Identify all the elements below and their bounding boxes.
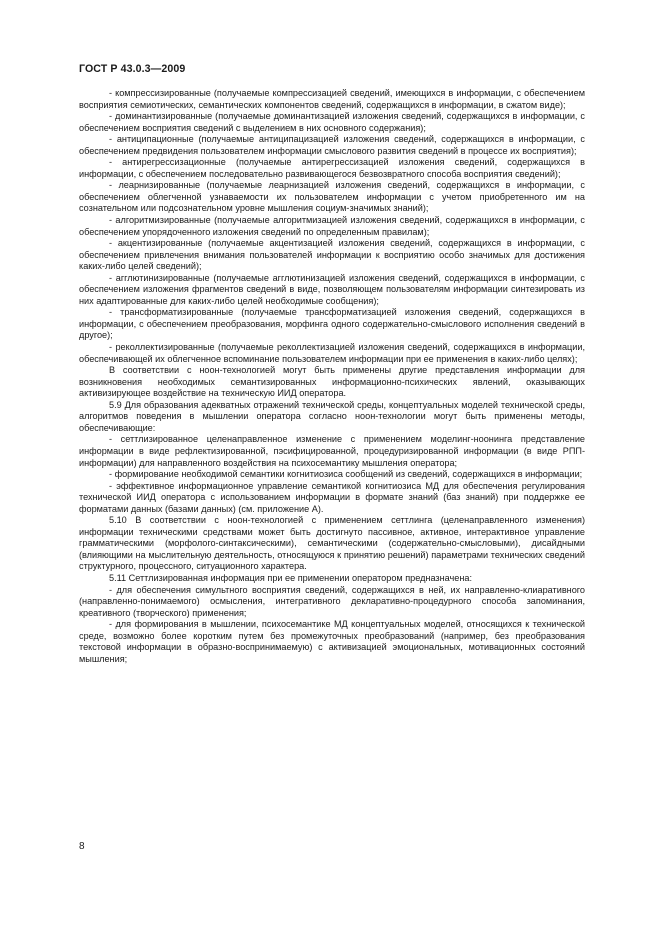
paragraph: - трансформатизированные (получаемые трансформатизацией изложения сведений, содержащихся в информации, с обеспечением преобразования, морфинга одного содержательно-смыслового исполнения сведений в другое); xyxy=(79,307,585,341)
paragraph: - для формирования в мышлении, психосемантике МД концептуальных моделей, относящихся к технической среде, возможно более коротким путем без промежуточных преобразований (например, без преобразования текстовой информации в образно-воспринимаемую) с активизацией эмоциональных, мотивационных состояний мышления; xyxy=(79,619,585,664)
paragraph: - компрессизированные (получаемые компрессизацией сведений, имеющихся в информации, с обеспечением восприятия семиотических, семантических компонентов сведений, содержащихся в информации, в сжатом виде); xyxy=(79,88,585,110)
paragraph: 5.11 Сеттлизированная информация при ее применении оператором предназначена: xyxy=(109,572,473,583)
paragraph: - леарнизированные (получаемые леарнизацией изложения сведений, содержащихся в информации, с обеспечением облегченной узнаваемости их пользователем информации с учетом приобретенного им на сознательном или подсознательном уровне мышления социум-значимых знаний); xyxy=(79,180,585,214)
document-body xyxy=(79,88,585,665)
paragraph: - формирование необходимой семантики когнитиозиса сообщений из сведений, содержащихся в информации; xyxy=(109,469,583,480)
paragraph: - доминантизированные (получаемые доминантизацией изложения сведений, содержащихся в информации, с обеспечением восприятия сведений с выделением в них основного содержания); xyxy=(79,111,585,133)
paragraph: - агглютинизированные (получаемые агглютинизацией изложения сведений, содержащихся в информации, с обеспечением изложения фрагментов сведений в виде, позволяющем пользователям информации синтезировать из них адаптированные для каких-либо целей необходимые сообщения); xyxy=(79,272,585,306)
paragraph: - антирегрессизационные (получаемые антирегрессизацией изложения сведений, содержащихся в информации, с обеспечением последовательно развивающегося безвозвратного способа восприятия сведений); xyxy=(79,157,585,179)
document-header: ГОСТ Р 43.0.3—2009 xyxy=(79,63,186,75)
paragraph: 5.10 В соответствии с ноон-технологией с применением сеттлинга (целенаправленного изменения) информации техническими средствами может быть достигнуто пассивное, активное, интерактивное управление грамматическими (морфолого-синтаксическими), семантическими (содержательно-смысловыми), дисайдными (влияющими на мыслительную деятельность, относящуюся к принятию решений) параметрами технических сведений структурного, процессного, ситуационного характера. xyxy=(79,515,585,572)
paragraph: - акцентизированные (получаемые акцентизацией изложения сведений, содержащихся в информации, с обеспечением привлечения внимания пользователей информации к восприятию особо значимых для достижения каких-либо целей сведений); xyxy=(79,238,585,272)
paragraph: - эффективное информационное управление семантикой когнитиозиса МД для обеспечения регулирования технической ИИД оператора с использованием информации в формате знаний (баз знаний) при поддержке ее форматами данных (базами данных) (см. приложение А). xyxy=(79,480,585,514)
page-number: 8 xyxy=(79,841,85,852)
paragraph: - сеттлизированное целенаправленное изменение с применением моделинг-ноонинга представление информации в виде рефлектизированной, пэсифицированной, процедуризированной информации (в виде РПП-информации) для направленного воздействия на психосемантику мышления оператора; xyxy=(79,434,585,468)
paragraph: - для обеспечения симультного восприятия сведений, содержащихся в ней, их направленно-клиаративного (направленно-понимаемого) осмысления, интегративного декларативно-процедурного способа запоминания, креативного (творческого) применения; xyxy=(79,584,585,618)
paragraph: - антиципационные (получаемые антиципацизацией изложения сведений, содержащихся в информации, с обеспечением предвидения пользователем информации смыслового развития сведений в процессе их восприятия); xyxy=(79,134,585,156)
paragraph: В соответствии с ноон-технологией могут быть применены другие представления информации для возникновения необходимых семантизированных информационно-психических явлений, оказывающих активизирующее воздействие на техническую ИИД оператора. xyxy=(79,365,585,399)
paragraph: 5.9 Для образования адекватных отражений технической среды, концептуальных моделей технической среды, алгоритмов поведения в мышлении оператора согласно ноон-технологии могут быть применены методы, обеспечивающие: xyxy=(79,399,585,433)
paragraph: - реколлектизированные (получаемые реколлектизацией изложения сведений, содержащихся в информации, обеспечивающей их облегченное вспоминание пользователем информации при ее применения в каких-либо целях); xyxy=(79,342,585,364)
paragraph: - алгоритмизированные (получаемые алгоритмизацией изложения сведений, содержащихся в информации, с обеспечением упорядоченного изложения сведений по определенным правилам); xyxy=(79,215,585,237)
